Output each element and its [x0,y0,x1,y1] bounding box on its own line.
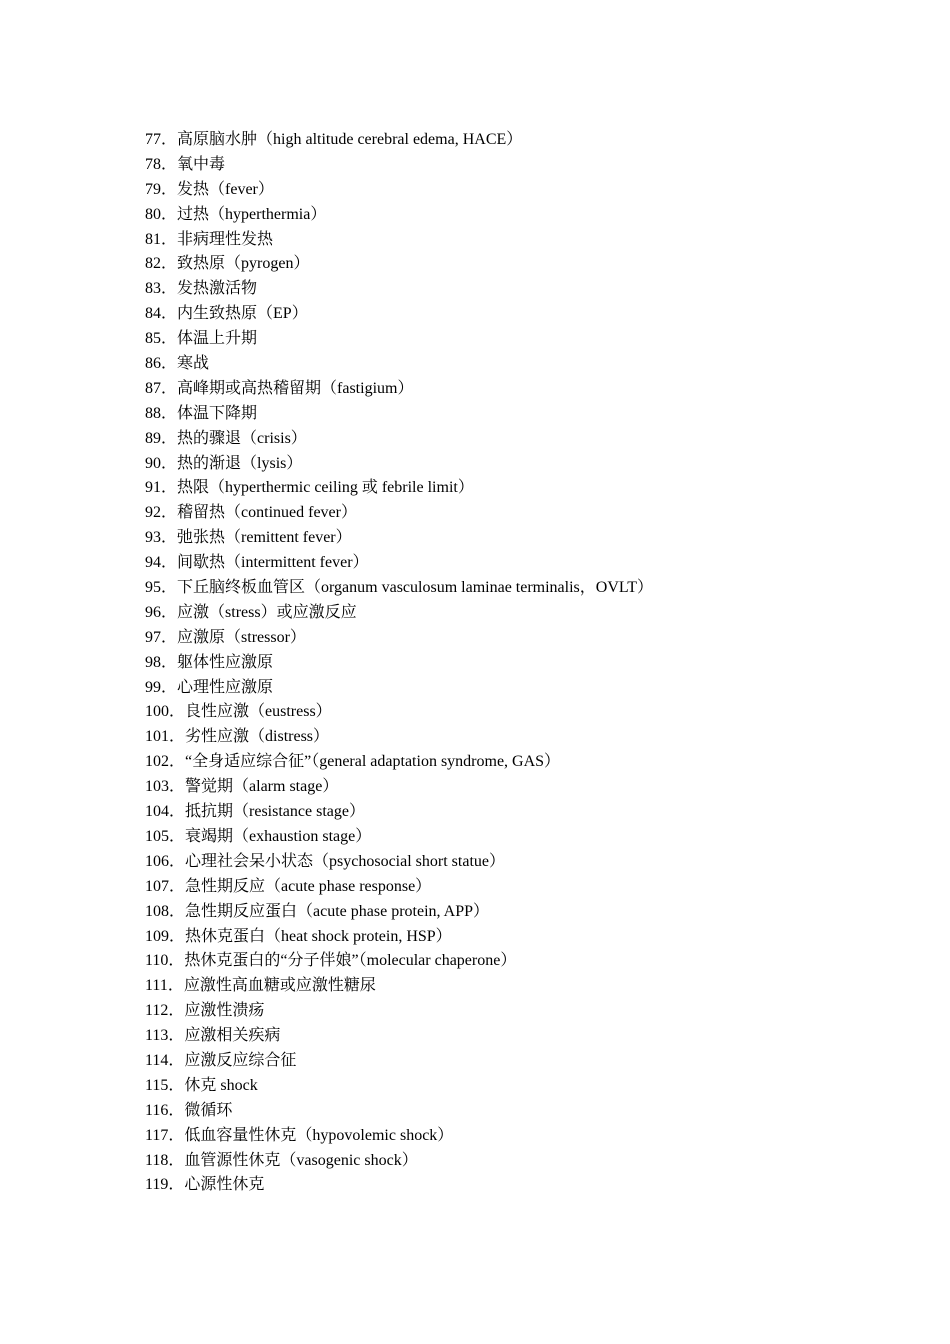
item-term: 发热（fever） [177,180,274,198]
list-item [145,526,653,551]
item-number: 78 [145,155,161,173]
item-separator: ． [169,877,186,895]
list-item [145,501,653,526]
item-term: 血管源性休克（vasogenic shock） [184,1151,418,1169]
item-separator: ． [169,803,186,821]
item-separator: ． [167,977,184,995]
item-separator: ． [161,429,178,447]
item-separator: ． [161,653,178,671]
item-term: 弛张热（remittent fever） [177,529,352,547]
item-number: 89 [145,429,161,447]
item-separator: ． [161,230,178,248]
item-term: 下丘脑终板血管区（organum vasculosum laminae terminalis，OVLT） [177,579,653,597]
item-separator: ． [168,1126,185,1144]
item-number: 99 [145,678,161,696]
item-separator: ． [161,504,178,522]
item-term: 心源性休克 [184,1176,265,1194]
item-number: 118 [145,1151,169,1169]
list-item [145,651,653,676]
item-term: 过热（hyperthermia） [177,205,327,223]
item-number: 115 [145,1076,169,1094]
item-separator: ． [168,1151,185,1169]
item-number: 95 [145,579,161,597]
item-term: 非病理性发热 [177,230,274,248]
item-number: 96 [145,603,161,621]
list-item [145,875,653,900]
list-item [145,576,653,601]
item-term: 急性期反应（acute phase response） [185,877,432,895]
list-item [145,1049,653,1074]
item-number: 98 [145,653,161,671]
item-term: 稽留热（continued fever） [177,504,357,522]
item-term: 热的骤退（crisis） [177,429,307,447]
list-item [145,327,653,352]
item-term: 应激原（stressor） [177,628,306,646]
item-number: 112 [145,1002,169,1020]
list-item [145,1149,653,1174]
item-number: 117 [145,1126,169,1144]
list-item [145,1099,653,1124]
item-term: 心理社会呆小状态（psychosocial short statue） [185,852,505,870]
item-separator: ． [169,703,186,721]
item-separator: ． [169,778,186,796]
item-number: 106 [145,852,169,870]
list-item [145,925,653,950]
list-item [145,277,653,302]
item-separator: ． [161,305,178,323]
item-number: 88 [145,404,161,422]
item-term: 体温下降期 [177,404,258,422]
list-item [145,1173,653,1198]
item-term: 应激反应综合征 [184,1051,297,1069]
item-number: 92 [145,504,161,522]
list-item [145,1124,653,1149]
list-item [145,750,653,775]
item-separator: ． [168,1027,185,1045]
list-item [145,949,653,974]
item-separator: ． [161,479,178,497]
item-separator: ． [169,827,186,845]
item-number: 79 [145,180,161,198]
item-number: 80 [145,205,161,223]
list-item [145,377,653,402]
list-item [145,676,653,701]
item-separator: ． [161,529,178,547]
item-number: 84 [145,305,161,323]
item-number: 94 [145,554,161,572]
list-item [145,974,653,999]
item-separator: ． [161,454,178,472]
item-number: 105 [145,827,169,845]
item-separator: ． [168,1002,185,1020]
list-item [145,800,653,825]
list-item [145,999,653,1024]
list-item [145,850,653,875]
item-term: 警觉期（alarm stage） [185,778,339,796]
term-list [145,128,653,1198]
item-separator: ． [169,852,186,870]
item-term: 心理性应激原 [177,678,274,696]
item-separator: ． [168,1076,185,1094]
item-separator: ． [161,355,178,373]
list-item [145,1024,653,1049]
item-separator: ． [161,330,178,348]
list-item [145,725,653,750]
item-term: 微循环 [184,1101,233,1119]
item-separator: ． [169,927,186,945]
item-number: 114 [145,1051,169,1069]
item-number: 111 [145,977,168,995]
item-separator: ． [168,1101,185,1119]
item-number: 85 [145,330,161,348]
list-item [145,402,653,427]
item-number: 116 [145,1101,169,1119]
list-item [145,228,653,253]
item-term: 抵抗期（resistance stage） [185,803,365,821]
item-separator: ． [161,579,178,597]
item-number: 109 [145,927,169,945]
item-term: 劣性应激（distress） [185,728,330,746]
item-number: 77 [145,131,161,148]
item-number: 83 [145,280,161,298]
item-separator: ． [169,902,186,920]
item-number: 81 [145,230,161,248]
item-term: 体温上升期 [177,330,258,348]
list-item [145,551,653,576]
item-separator: ． [161,131,178,148]
list-item [145,203,653,228]
list-item [145,476,653,501]
item-separator: ． [161,603,178,621]
item-term: 良性应激（eustress） [185,703,332,721]
item-term: “全身适应综合征”（general adaptation syndrome, GAS） [185,753,561,771]
item-separator: ． [161,155,178,173]
item-separator: ． [168,1051,185,1069]
item-separator: ． [161,628,178,646]
item-number: 91 [145,479,161,497]
list-item [145,700,653,725]
item-term: 致热原（pyrogen） [177,255,310,273]
item-number: 104 [145,803,169,821]
list-item [145,775,653,800]
item-term: 间歇热（intermittent fever） [177,554,369,572]
list-item [145,128,653,153]
item-term: 热休克蛋白的“分子伴娘”（molecular chaperone） [184,952,517,970]
item-number: 108 [145,902,169,920]
list-item [145,452,653,477]
item-number: 110 [145,952,169,970]
item-term: 寒战 [177,355,210,373]
item-separator: ． [161,554,178,572]
list-item [145,900,653,925]
item-number: 107 [145,877,169,895]
item-separator: ． [161,404,178,422]
item-number: 103 [145,778,169,796]
item-number: 82 [145,255,161,273]
list-item [145,178,653,203]
item-term: 急性期反应蛋白（acute phase protein, APP） [185,902,489,920]
item-number: 113 [145,1027,169,1045]
list-item [145,1074,653,1099]
list-item [145,427,653,452]
item-number: 102 [145,753,169,771]
item-term: 氧中毒 [177,155,226,173]
item-number: 90 [145,454,161,472]
item-term: 高原脑水肿（high altitude cerebral edema, HACE） [177,131,523,148]
item-number: 86 [145,355,161,373]
item-number: 119 [145,1176,169,1194]
item-term: 发热激活物 [177,280,258,298]
list-item [145,352,653,377]
item-term: 休克 shock [184,1076,258,1094]
item-number: 93 [145,529,161,547]
list-item [145,302,653,327]
item-term: 躯体性应激原 [177,653,274,671]
item-separator: ． [161,280,178,298]
list-item [145,601,653,626]
item-separator: ． [168,952,185,970]
item-number: 100 [145,703,169,721]
list-item [145,626,653,651]
item-separator: ． [169,753,186,771]
item-term: 应激相关疾病 [184,1027,281,1045]
list-item [145,825,653,850]
item-separator: ． [161,379,178,397]
item-number: 101 [145,728,169,746]
item-term: 应激性溃疡 [184,1002,265,1020]
item-term: 高峰期或高热稽留期（fastigium） [177,379,414,397]
item-separator: ． [161,205,178,223]
item-term: 内生致热原（EP） [177,305,308,323]
item-term: 应激性高血糖或应激性糖尿 [183,977,376,995]
item-separator: ． [161,678,178,696]
item-term: 衰竭期（exhaustion stage） [185,827,372,845]
item-term: 热的渐退（lysis） [177,454,303,472]
item-separator: ． [161,180,178,198]
item-term: 热限（hyperthermic ceiling 或 febrile limit） [177,479,474,497]
item-number: 87 [145,379,161,397]
item-term: 低血容量性休克（hypovolemic shock） [184,1126,454,1144]
item-term: 热休克蛋白（heat shock protein, HSP） [185,927,452,945]
item-number: 97 [145,628,161,646]
item-term: 应激（stress）或应激反应 [177,603,357,621]
list-item [145,153,653,178]
item-separator: ． [161,255,178,273]
list-item [145,252,653,277]
item-separator: ． [169,728,186,746]
item-separator: ． [168,1176,185,1194]
